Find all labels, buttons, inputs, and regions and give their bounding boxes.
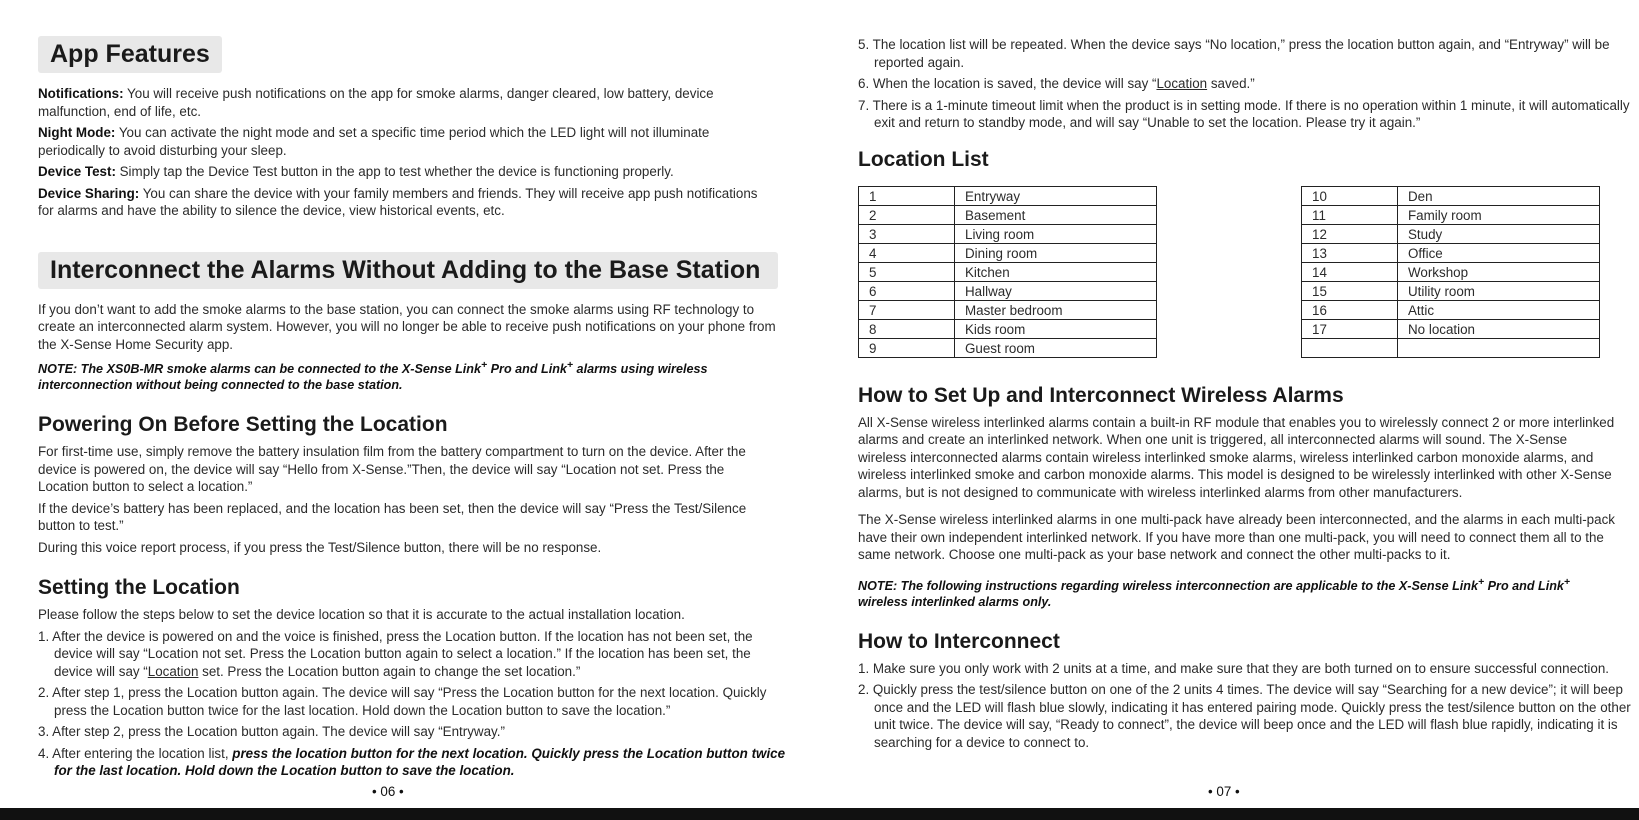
location-row [1302,187,1600,206]
location-table-left [858,186,1157,358]
location-name: Dining room [955,244,1157,263]
interconnect-heading: Interconnect the Alarms Without Adding to the Base Station [38,252,778,289]
location-name: Utility room [1398,282,1600,301]
left-page [0,0,800,820]
setting-step-5: 5. The location list will be repeated. When the device says “No location,” press the location button again, and “Entryway” will be reported again. [858,37,1610,70]
how-to-steps [858,660,1639,752]
location-name: Family room [1398,206,1600,225]
feature-device-test: Device Test: Simply tap the Device Test button in the app to test whether the device is functioning properly. [38,164,674,179]
location-list-heading: Location List [858,147,989,171]
location-number: 13 [1302,244,1398,263]
location-number: 1 [859,187,955,206]
location-row [859,244,1157,263]
location-name: Living room [955,225,1157,244]
setting-step-7: 7. There is a 1-minute timeout limit when the product is in setting mode. If there is no operation within 1 minute, it will automatically exit and return to standby mode, and will say “Unable to set the location. Please try it again.” [858,97,1630,130]
location-name: Kitchen [955,263,1157,282]
location-row [859,282,1157,301]
location-row [859,339,1157,358]
interconnect-body: If you don’t want to add the smoke alarms to the base station, you can connect the smoke alarms using RF technology to create an interconnected alarm system. However, you will no longer be able to receive push notifications on your phone from the X-Sense Home Security app. [38,301,776,352]
location-name: Den [1398,187,1600,206]
location-row [859,206,1157,225]
setup-heading: How to Set Up and Interconnect Wireless Alarms [858,383,1344,407]
location-name: Study [1398,225,1600,244]
location-row [1302,339,1600,358]
location-number: 6 [859,282,955,301]
location-number: 7 [859,301,955,320]
location-name: No location [1398,320,1600,339]
location-row [1302,263,1600,282]
location-number: 17 [1302,320,1398,339]
location-name: Kids room [955,320,1157,339]
feature-notifications: Notifications: You will receive push notifications on the app for smoke alarms, danger cleared, low battery, device malfunction, end of life, etc. [38,86,714,119]
feature-night-mode: Night Mode: You can activate the night mode and set a specific time period which the LED light will not illuminate periodically to avoid disturbing your sleep. [38,125,710,158]
location-number: 2 [859,206,955,225]
location-name: Guest room [955,339,1157,358]
location-row [1302,282,1600,301]
setup-para-1: All X-Sense wireless interlinked alarms contain a built-in RF module that enables you to wirelessly connect 2 or more interlinked alarms and create an interlinked network. When one unit is triggered, all interconnected alarms will sound. The X-Sense wireless interconnected alarms contain wireless interlinked smoke alarms, wireless interlinked carbon monoxide alarms, and wireless interlinked smoke and carbon monoxide alarms. This model is designed to be wirelessly interlinked with other X-Sense alarms, but is not designed to communicate with wireless interlinked alarms from other manufacturers. [858,414,1615,500]
location-row [859,187,1157,206]
interconnect-note: NOTE: The XS0B-MR smoke alarms can be connected to the X-Sense Link+ Pro and Link+ alarms using wireless interconnection without being connected to the base station. [38,359,708,393]
location-row [859,263,1157,282]
location-name: Attic [1398,301,1600,320]
location-row [1302,320,1600,339]
setting-intro: Please follow the steps below to set the device location so that it is accurate to the actual installation location. [38,607,685,623]
location-number: 8 [859,320,955,339]
location-name: Office [1398,244,1600,263]
location-name: Workshop [1398,263,1600,282]
setting-step-6: 6. When the location is saved, the device will say “Location saved.” [858,76,1255,91]
how-to-step-2: 2. Quickly press the test/silence button on one of the 2 units 4 times. The device will say “Searching for a new device”; it will beep once and the LED will flash blue slowly, indicating it has entered pairing mode. Quickly press the test/silence button on the other unit twice. The device will say, “Ready to connect”, the device will beep once and the LED will flash blue rapidly, indicating it is searching for a device to connect to. [858,682,1631,750]
powering-para-1: For first-time use, simply remove the battery insulation film from the battery compartment to turn on the device. After the device is powered on, the device will say “Hello from X-Sense.”Then, the device will say “Location not set. Press the Location button to select a location.” [38,444,746,495]
location-number: 12 [1302,225,1398,244]
page-number-left: • 06 • [372,784,404,799]
location-number: 16 [1302,301,1398,320]
setup-para-2: The X-Sense wireless interlinked alarms in one multi-pack have already been interconnected, and the alarms in each multi-pack have their own independent interlinked network. If you have more than one multi-pack, you will need to connect them all to the same network. Choose one multi-pack as your base network and connect the other multi-packs to it. [858,512,1615,562]
setting-heading: Setting the Location [38,576,240,600]
setting-step-2: 2. After step 1, press the Location button again. The device will say “Press the Location button for the next location. Quickly press the Location button twice for the last location. Hold down the Location button to save the location.” [38,685,767,718]
location-name: Basement [955,206,1157,225]
location-name: Hallway [955,282,1157,301]
location-name: Master bedroom [955,301,1157,320]
location-number: 14 [1302,263,1398,282]
app-features-heading: App Features [38,36,222,73]
location-name: Entryway [955,187,1157,206]
location-number [1302,339,1398,358]
location-name [1398,339,1600,358]
setting-step-1: 1. After the device is powered on and the voice is finished, press the Location button. If the location has not been set, the device will say “Location not set. Press the Location button again to select a location.” If the location has been set, the device will say “Location set. Press the Location button again to change the set location.” [38,628,753,679]
feature-device-sharing: Device Sharing: You can share the device with your family members and friends. They will receive app push notifications for alarms and have the ability to silence the device, view historical events, etc. [38,185,758,218]
location-number: 5 [859,263,955,282]
setting-steps [38,628,800,780]
powering-heading: Powering On Before Setting the Location [38,413,448,437]
location-row [1302,206,1600,225]
location-number: 10 [1302,187,1398,206]
location-row [859,301,1157,320]
location-row [1302,225,1600,244]
location-row [859,320,1157,339]
setting-steps-continued [858,36,1639,132]
location-row [1302,301,1600,320]
bottom-border [0,808,1639,820]
location-row [859,225,1157,244]
location-number: 3 [859,225,955,244]
location-table-right [1301,186,1600,358]
how-to-step-1: 1. Make sure you only work with 2 units at a time, and make sure that they are both turned on to ensure successful connection. [858,660,1610,676]
setting-step-4: 4. After entering the location list, press the location button for the next location. Quickly press the Location button twice for the last location. Hold down the Location button to save the location. [38,745,786,779]
location-row [1302,244,1600,263]
location-number: 15 [1302,282,1398,301]
setup-note: NOTE: The following instructions regarding wireless interconnection are applicable to the X-Sense Link+ Pro and Link+ wireless interlinked alarms only. [858,575,1571,609]
powering-para-2: If the device’s battery has been replaced, and the location has been set, then the device will say “Press the Test/Silence button to test.” [38,500,747,534]
setting-step-3: 3. After step 2, press the Location button again. The device will say “Entryway.” [38,724,505,740]
page-number-right: • 07 • [1208,784,1240,799]
right-page [820,0,1639,820]
powering-para-3: During this voice report process, if you press the Test/Silence button, there will be no response. [38,539,602,555]
location-number: 9 [859,339,955,358]
location-number: 11 [1302,206,1398,225]
location-number: 4 [859,244,955,263]
how-to-heading: How to Interconnect [858,629,1060,653]
